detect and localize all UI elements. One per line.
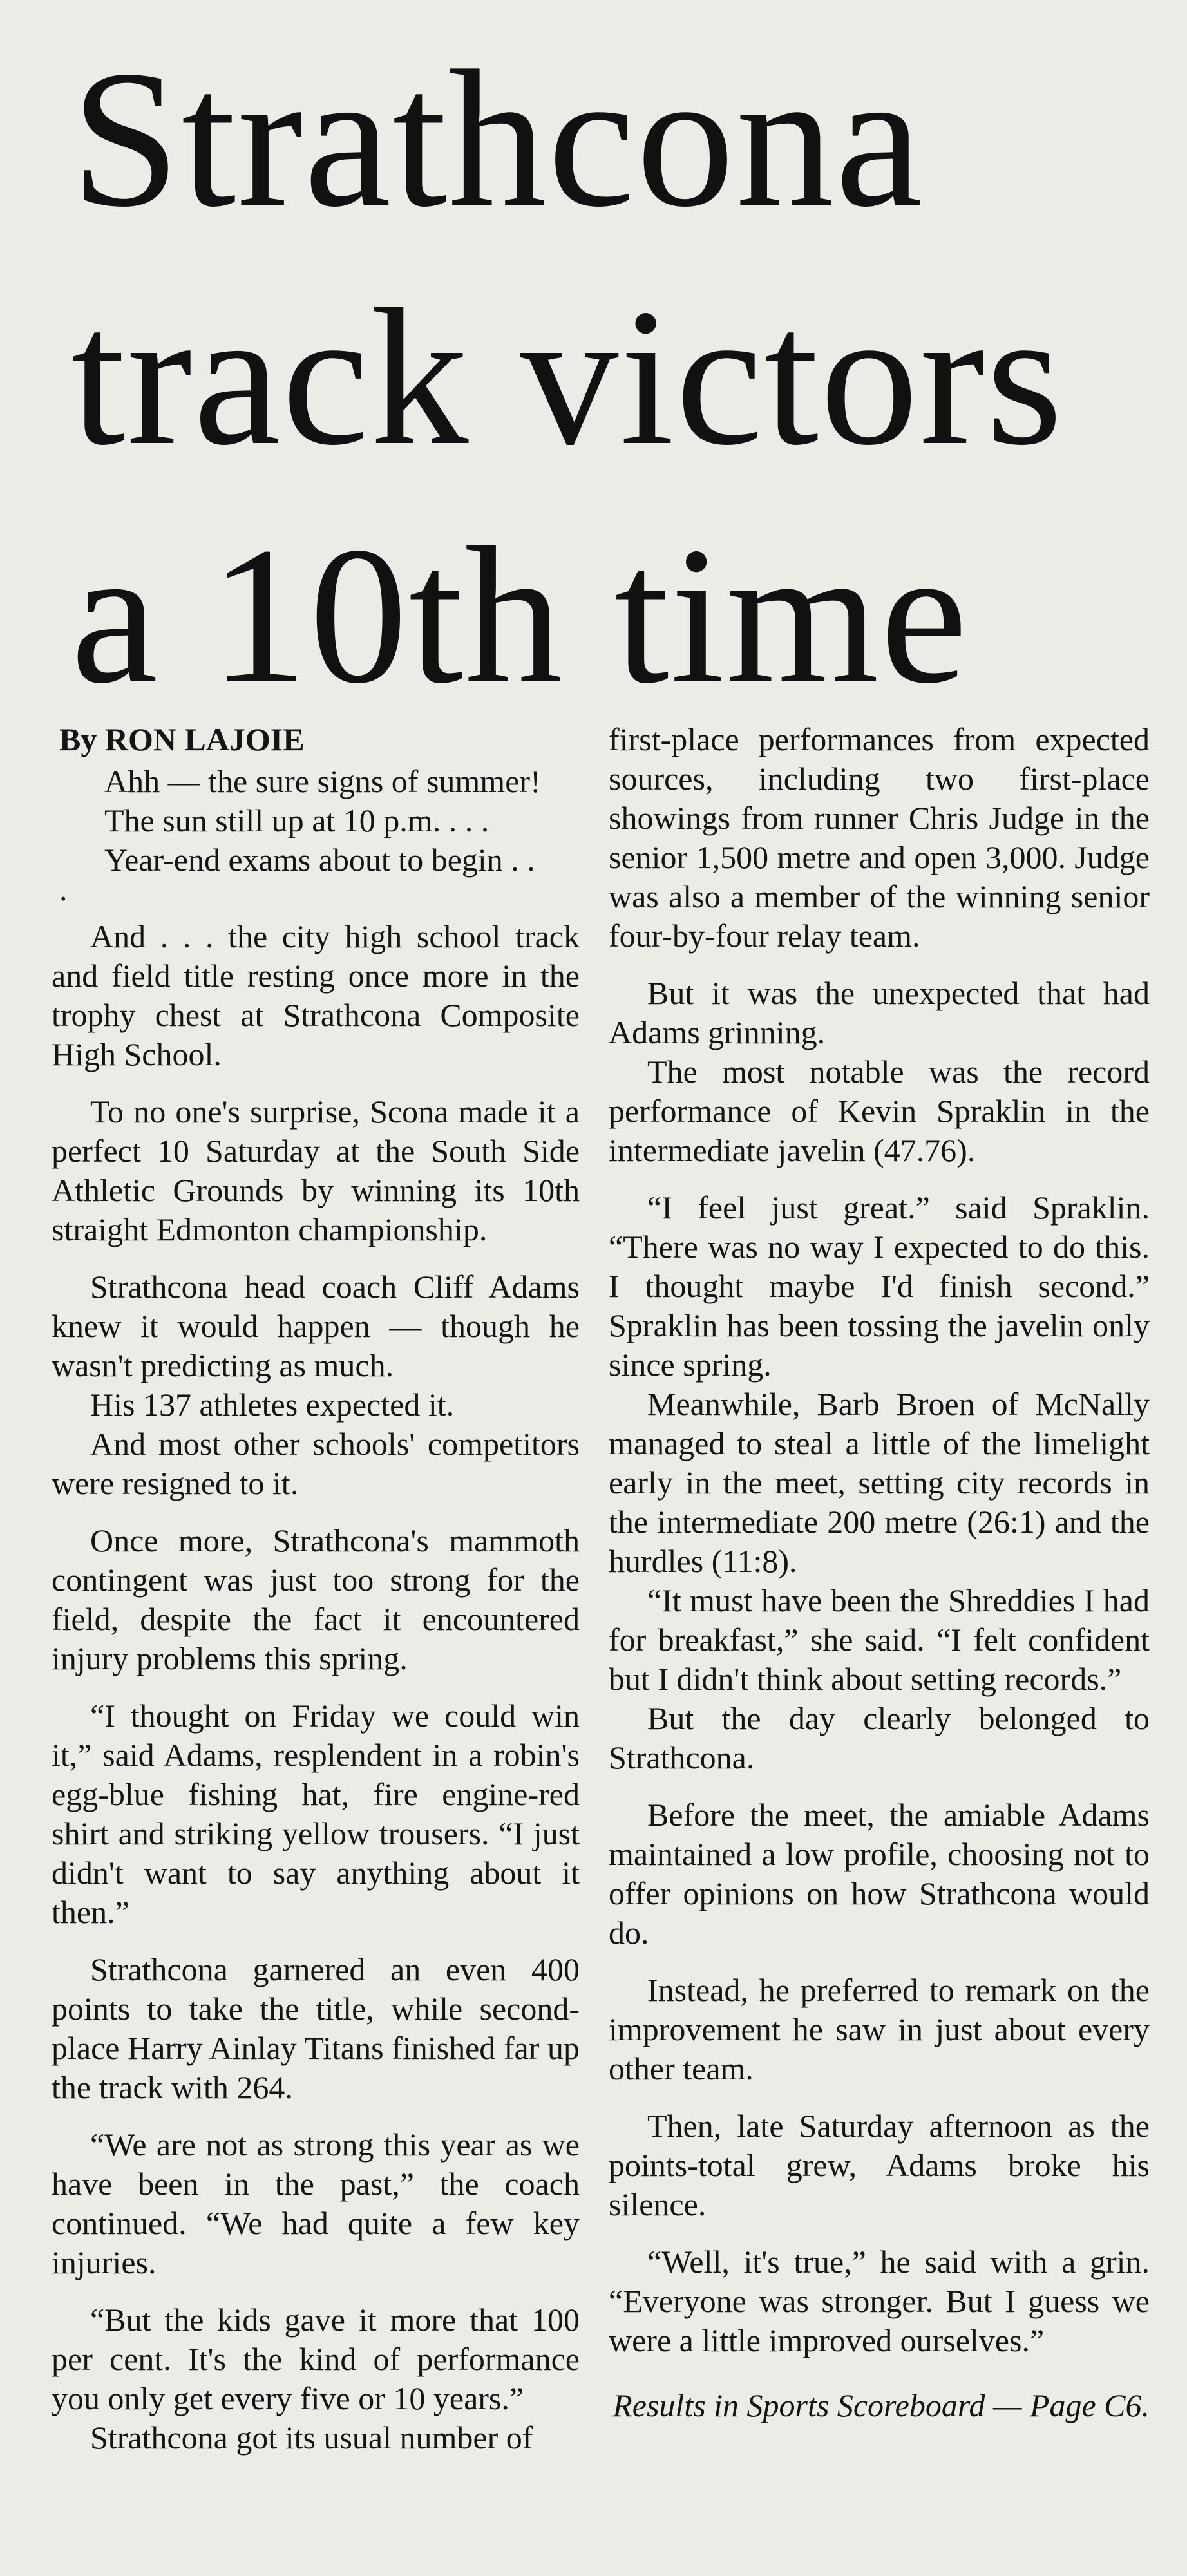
article-paragraph: “I feel just great.” said Spraklin. “There was no way I expected to do this. I thought maybe I'd finish second.” Spraklin has been tossing the javelin only since spring. (609, 1189, 1150, 1383)
article-paragraph: But it was the unexpected that had Adams grinning. (609, 975, 1150, 1050)
headline-line-2: track victors (71, 268, 1064, 486)
intro-block (52, 762, 580, 907)
article-paragraph: But the day clearly belonged to Strathcona. (609, 1700, 1150, 1776)
article-paragraph: The most notable was the record performance of Kevin Spraklin in the intermediate javelin (47.76). (609, 1054, 1150, 1168)
intro-line: The sun still up at 10 p.m. . . . (104, 802, 489, 838)
article-paragraph: Strathcona got its usual number of (90, 2420, 533, 2456)
results-note: Results in Sports Scoreboard — Page C6. (612, 2387, 1150, 2423)
article-paragraph: Once more, Strathcona's mammoth contingent was just too strong for the field, despite the fact it encountered injury problems this spring. (52, 1522, 580, 1676)
article-paragraph: Then, late Saturday afternoon as the points-total grew, Adams broke his silence. (609, 2108, 1150, 2222)
article-paragraph: “But the kids gave it more that 100 per cent. It's the kind of performance you only get every five or 10 years.” (52, 2302, 580, 2416)
article-paragraph: And . . . the city high school track and field title resting once more in the trophy chest at Strathcona Composite High School. (52, 918, 580, 1072)
headline-line-3: a 10th time (71, 506, 969, 724)
article-paragraph: And most other schools' competitors were resigned to it. (52, 1426, 580, 1501)
intro-line: Ahh — the sure signs of summer! (104, 763, 541, 799)
article-paragraph: Strathcona head coach Cliff Adams knew it would happen — though he wasn't predicting as much. (52, 1269, 580, 1383)
article-paragraph: To no one's surprise, Scona made it a perfect 10 Saturday at the South Side Athletic Grounds by winning its 10th straight Edmonton championship. (52, 1094, 580, 1247)
article-paragraph: Meanwhile, Barb Broen of McNally managed to steal a little of the limelight early in the meet, setting city records in the intermediate 200 metre (26:1) and the hurdles (11:8). (609, 1386, 1150, 1579)
article-paragraph: “Well, it's true,” he said with a grin. “Everyone was stronger. But I guess we were a little improved ourselves.” (609, 2244, 1150, 2358)
article-paragraph: first-place performances from expected sources, including two first-place showings from runner Chris Judge in the senior 1,500 metre and open 3,000. Judge was also a member of the winning senior four-by-four relay team. (609, 721, 1150, 954)
article-paragraph: “We are not as strong this year as we have been in the past,” the coach continued. “We had quite a few key injuries. (52, 2126, 580, 2280)
intro-line: Year-end exams about to begin . . (104, 842, 535, 878)
right-column (609, 720, 1150, 2425)
headline (71, 19, 1166, 734)
article-paragraph: “I thought on Friday we could win it,” said Adams, resplendent in a robin's egg-blue fishing hat, fire engine-red shirt and striking yellow trousers. “I just didn't want to say anything about it then.” (52, 1698, 580, 1930)
right-paragraphs (609, 720, 1150, 2360)
headline-line-1: Strathcona (71, 30, 924, 247)
left-column (52, 720, 580, 2458)
article-paragraph: Instead, he preferred to remark on the improvement he saw in just about every other team. (609, 1972, 1150, 2087)
left-paragraphs (52, 917, 580, 2458)
article-paragraph: Before the meet, the amiable Adams maintained a low profile, choosing not to offer opinions on how Strathcona would do. (609, 1797, 1150, 1951)
article-paragraph: Strathcona garnered an even 400 points to take the title, while second-place Harry Ainlay Titans finished far up the track with 264. (52, 1951, 580, 2105)
article-paragraph: “It must have been the Shreddies I had for breakfast,” she said. “I felt confident but I didn't think about setting records.” (609, 1582, 1150, 1697)
intro-line: . (59, 871, 68, 907)
article-paragraph: His 137 athletes expected it. (90, 1387, 455, 1423)
byline: By RON LAJOIE (59, 721, 305, 757)
